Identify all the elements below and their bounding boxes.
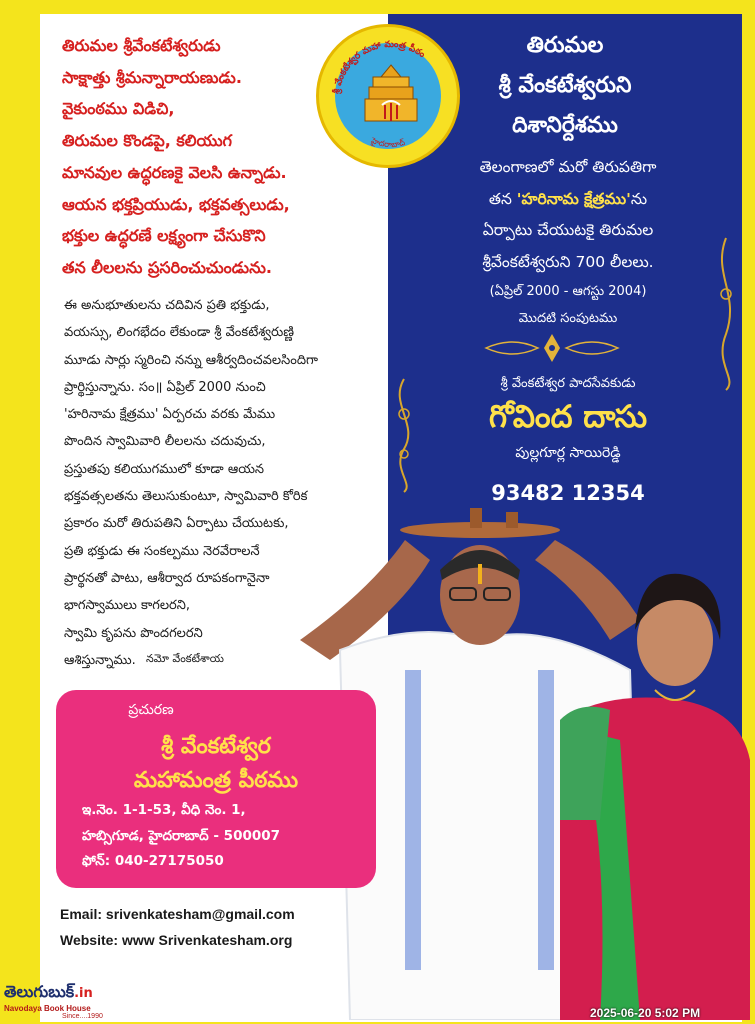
author-contact bbox=[392, 373, 744, 513]
intro-line: తిరుమల కొండపై, కలియుగ bbox=[62, 131, 232, 151]
address-line: హబ్సిగూడ, హైదరాబాద్ - 500007 bbox=[82, 827, 281, 844]
date-range: (ఏప్రిల్ 2000 - ఆగస్టు 2004) bbox=[489, 284, 647, 299]
right-title bbox=[420, 26, 710, 146]
intro-line: ఆయన భక్తప్రియుడు, భక్తవత్సలుడు, bbox=[62, 194, 290, 214]
harinama-kshetramu-highlight: 'హరినామ క్షేత్రము' bbox=[516, 189, 631, 208]
watermark-title-text: తెలుగుబుక్ bbox=[4, 982, 75, 1001]
intro-line: వైకుంఠము విడిచి, bbox=[62, 99, 175, 119]
right-description bbox=[392, 152, 744, 332]
body-line: స్వామి కృపను పొందగలరని bbox=[64, 625, 203, 641]
address-line: ఇ.నెం. 1-1-53, వీధి నెం. 1, bbox=[82, 802, 246, 818]
publisher-name-line: శ్రీ వేంకటేశ్వర bbox=[161, 734, 271, 759]
photo-timestamp: 2025-06-20 5:02 PM bbox=[590, 1006, 701, 1020]
body-line: భాగస్వాములు కాగలరని, bbox=[64, 598, 191, 614]
website-line: Website: www Srivenkatesham.org bbox=[60, 932, 293, 948]
body-line: వయస్సు, లింగభేదం లేకుండా శ్రీ వేంకటేశ్వరుణ్ణి bbox=[64, 325, 294, 341]
desc-pre: తన bbox=[488, 189, 517, 208]
ornamental-divider-icon bbox=[482, 332, 622, 364]
email-line: Email: srivenkatesham@gmail.com bbox=[60, 906, 295, 922]
author-name: గోవింద దాసు bbox=[488, 399, 648, 435]
desc-line: శ్రీవేంకటేశ్వరుని 700 లీలలు. bbox=[482, 252, 654, 271]
author-alt-name: పుల్లగూర్ల సాయిరెడ్డి bbox=[515, 445, 621, 461]
body-line: ఆశిస్తున్నాము. bbox=[64, 652, 136, 668]
watermark-since: Since....1990 bbox=[62, 1013, 103, 1020]
title-line: దిశానిర్దేశము bbox=[512, 113, 618, 138]
desc-post: ను bbox=[630, 189, 648, 208]
publisher-box bbox=[56, 690, 376, 888]
watermark-domain: .in bbox=[74, 986, 93, 1001]
body-line: 'హరినామ క్షేత్రము' ఏర్పరచు వరకు మేము bbox=[64, 407, 276, 423]
sign-off: నమో వేంకటేశాయ bbox=[146, 652, 224, 665]
body-line: మూడు సార్లు స్మరించి నన్ను ఆశీర్వదించవలసిందిగా bbox=[64, 352, 318, 368]
watermark-sub: Navodaya Book House bbox=[4, 1004, 91, 1013]
body-line: ప్రార్థనతో పాటు, ఆశీర్వాద రూపకంగానైనా bbox=[64, 570, 270, 586]
logo-ring-text: శ్రీ వేంకటేశ్వర మహా మంత్ర పీఠం bbox=[332, 39, 427, 95]
intro-line: తన లీలలను ప్రసరించుచుండును. bbox=[62, 257, 272, 277]
body-line: ప్రస్తుతపు కలియుగములో కూడా ఆయన bbox=[64, 461, 265, 477]
body-line: భక్తవత్సలతను తెలుసుకుంటూ, స్వామివారి కోరిక bbox=[64, 489, 308, 505]
desc-line: ఏర్పాటు చేయుటకై తిరుమల bbox=[482, 221, 654, 239]
intro-line: తిరుమల శ్రీవేంకటేశ్వరుడు bbox=[62, 36, 221, 55]
title-line: శ్రీ వేంకటేశ్వరుని bbox=[498, 73, 632, 98]
publisher-label: ప్రచురణ bbox=[128, 702, 174, 718]
telugubooks-watermark bbox=[2, 982, 122, 1022]
title-line: తిరుమల bbox=[526, 33, 604, 58]
author-phone: 93482 12354 bbox=[491, 481, 645, 505]
body-line: ప్రార్థిస్తున్నాను. సం॥ ఏప్రిల్ 2000 నుంచి bbox=[64, 379, 266, 395]
volume-label: మొదటి సంపుటము bbox=[518, 311, 618, 326]
publisher-name-line: మహామంత్ర పీఠము bbox=[133, 768, 299, 793]
intro-line: సాక్షాత్తు శ్రీమన్నారాయణుడు. bbox=[62, 67, 242, 87]
intro-verse bbox=[62, 30, 332, 284]
publisher-address bbox=[82, 798, 372, 875]
watermark-title bbox=[4, 982, 93, 1005]
body-line: ఈ అనుభూతులను చదివిన ప్రతి భక్తుడు, bbox=[64, 298, 270, 313]
body-line: ప్రకారం మరో తిరుపతిని ఏర్పాటు చేయుటకు, bbox=[64, 516, 289, 532]
body-line: ప్రతి భక్తుడు ఈ సంకల్పము నెరవేరాలనే bbox=[64, 543, 260, 559]
author-role: శ్రీ వేంకటేశ్వర పాదసేవకుడు bbox=[500, 376, 636, 391]
logo-bottom-text: హైదరాబాద్ bbox=[370, 135, 406, 150]
desc-line bbox=[392, 184, 744, 216]
publisher-name bbox=[56, 730, 376, 798]
intro-line: భక్తుల ఉద్ధరణే లక్ష్యంగా చేసుకొని bbox=[62, 226, 266, 246]
body-line: పొందిన స్వామివారి లీలలను చదువుచు, bbox=[64, 434, 266, 450]
desc-line: తెలంగాణలో మరో తిరుపతిగా bbox=[479, 158, 657, 176]
intro-line: మానవుల ఉద్ధరణకై వెలసి ఉన్నాడు. bbox=[62, 162, 287, 182]
svg-text:హైదరాబాద్ bbox=[369, 136, 407, 150]
publisher-phone: ఫోన్: 040-27175050 bbox=[82, 853, 224, 869]
